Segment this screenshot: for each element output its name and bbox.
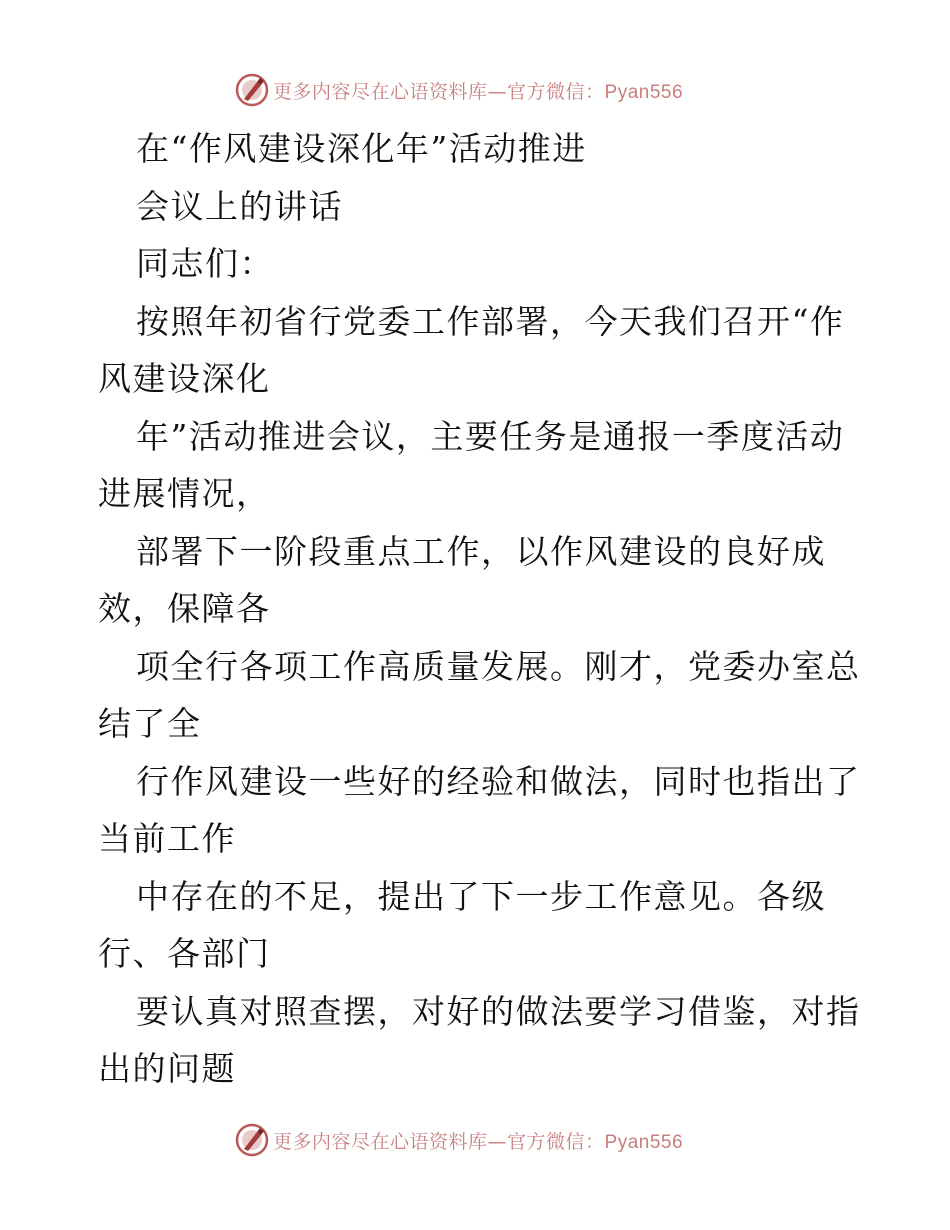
paragraph-line: 部署下一阶段重点工作，以作风建设的良好成 xyxy=(136,531,826,571)
pen-logo-icon xyxy=(235,73,269,107)
paragraph-line: 出的问题 xyxy=(98,1049,236,1088)
title-line-2: 会议上的讲话 xyxy=(136,186,343,226)
title-line-1: 在“作风建设深化年”活动推进 xyxy=(136,129,587,168)
speech-body xyxy=(98,120,861,1098)
paragraph-line: 年”活动推进会议，主要任务是通报一季度活动 xyxy=(136,416,845,456)
paragraph-line: 风建设深化 xyxy=(98,359,271,398)
pen-logo-icon xyxy=(235,1123,269,1157)
paragraph-line: 要认真对照查摆，对好的做法要学习借鉴，对指 xyxy=(136,991,861,1031)
paragraph-line: 效，保障各 xyxy=(98,589,271,628)
paragraph-line: 中存在的不足，提出了下一步工作意见。各级 xyxy=(136,876,826,916)
paragraph-line: 项全行各项工作高质量发展。刚才，党委办室总 xyxy=(136,646,861,686)
watermark-text: 更多内容尽在心语资料库—官方微信：Pyan556 xyxy=(273,1130,684,1153)
footer-watermark xyxy=(235,1122,683,1158)
paragraph-line: 进展情况， xyxy=(98,474,271,513)
paragraph-line: 结了全 xyxy=(98,704,202,743)
watermark-text: 更多内容尽在心语资料库—官方微信：Pyan556 xyxy=(273,80,684,103)
header-watermark xyxy=(235,72,683,108)
paragraph-line: 行、各部门 xyxy=(98,934,271,973)
paragraph-line: 按照年初省行党委工作部署，今天我们召开“作 xyxy=(136,301,845,341)
salutation: 同志们： xyxy=(136,244,274,283)
paragraph-line: 行作风建设一些好的经验和做法，同时也指出了 xyxy=(136,761,861,801)
paragraph-line: 当前工作 xyxy=(98,819,236,858)
